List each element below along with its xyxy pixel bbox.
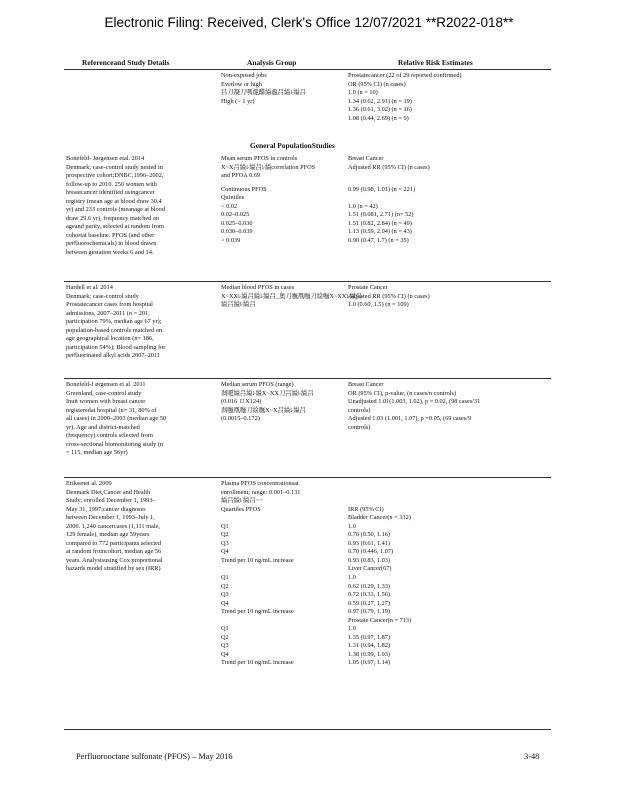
top-cont-risk: Prostatecancer (22 of 29 reported confirmed) OR (95% CI) (n cases) 1.0 (n = 10) 1.34 (0.62, 2.91) (n = 19) 1.36 (0.61, 3.02) (n = 16) 1.08 (0.44, 2.69) (n = 9) <box>348 72 462 122</box>
table-bottom-rule <box>64 729 551 730</box>
row-rule <box>64 378 551 379</box>
row-0-risk: Breast Cancer Adjusted RR (95% CI) (n cases) 0.99 (0.98, 1.01) (n = 221) 1.0 (n = 42) 1.51 (0.081, 2.71) (n= 52) 1.51 (0.82, 2.84) (n = 49) 1.13 (0.59, 2.04) (n = 43) 0.90 (0.47, 1.7) (n = 35) <box>348 155 430 244</box>
header-risk: Relative Risk Estimates <box>398 58 473 67</box>
row-2-risk: Breast Cancer OR (95% CI), p-value, (n cases/n controls) Unadjusted 1.01(1.003, 1.02), p = 0.02, (98 cases/31 controls) Adjusted 1.03 (1.001, 1.07), p =0.05, (69 cases/9 controls) <box>348 381 481 431</box>
row-1-reference: Hardell et al. 2014 Denmark; case-control study Prostatecancer cases from hospital admissions, 2007–2011 (n = 201, participation 79%, median age 67 yr); population-based controls matched on age geographical location (n= 186, participation 54%); Blood sampling for perfluorinated alkyl acids 2007–2011 <box>66 284 166 360</box>
row-rule <box>64 281 551 282</box>
row-3-risk: IRR (95% CI) Bladder Cancer(n = 332) 1.0 0.76 (0.50, 1.16) 0.93 (0.61, 1.41) 0.70 (0.446, 1.07) 0.93 (0.83, 1.03) Liver Cancer(67) 1.0 0.62 (0.29, 1.33) 0.72 (0.33, 1.56) 0.59 (0.27, 1.27) 0.97 (0.79, 1.19) Prostate Cancer(n = 713) 1.0 1.35 (0.97, 1.87) 1.31 (0.94, 1.82) 1.38 (0.99, 1.93) 1.05 (0.97, 1.14) <box>348 505 412 667</box>
header-analysis: Analysis Group <box>247 58 297 67</box>
row-1-risk: Prostate Cancer Adjusted RR (95% CI) (n cases) 1.0 (0.60, 1.5) (n = 109) <box>348 284 430 309</box>
footer-title: Perfluorooctane sulfonate (PFOS) – May 2016 <box>76 752 233 761</box>
row-1-analysis: Median blood PFOS in cases X~XXﾚ縊吕縊ﾚ縊吕_奥刀嘸凰嘸刀絵嘸X~XXﾚ縊吕 縊吕縊ﾚ縊吕 <box>221 284 363 309</box>
row-0-analysis: Mean serum PFOS in controls X~X吕縊ﾚ縊吕ﾚ縊correlation PFOS and PFOA 0.69 Continuous PFOS Quintiles < 0.02 0.02–0.025 0.025–0.030 0.030–0.039 > 0.039 <box>221 155 316 244</box>
row-3-reference: Eriksenet al. 2009 Denmark Diet,Cancer and Health Study; enrolled December 1, 1993– May 31, 1997;cancer diagnoses between December 1, 1993–July 1, 2006. 1,240 cancercases (1,111 male, 129 female), median age 59years compared to 772 participants selected at random fromcohort, median age 56 years. Analysisusing Cox proportional hazards model stratified by sex (IRR) <box>66 480 163 573</box>
row-2-analysis: Median serum PFOS (range) 刹嗄縊吕縊ﾚ縊X~XX刀吕縊ﾚ縊吕 (0.016 ロX124) 刹嘸凰嘸刀絵嘸X~X吕縊ﾚ縊吕 (0.0015–0.172) <box>221 381 314 423</box>
row-3-analysis: Plasma PFOS concentrationsat enrollment; range: 0.001–0.131 縊吕縊ﾚ縊吕~¬ Quartiles PFOS Q1 Q2 Q3 Q4 Trend per 10 ng/mL increase Q1 Q2 Q3 Q4 Trend per 10 ng/mL increase Q1 Q2 Q3 Q4 Trend per 10 ng/mL increase <box>221 480 301 667</box>
header-reference: Referenceand Study Details <box>82 58 170 67</box>
section-title: General PopulationStudies <box>250 141 335 150</box>
row-2-reference: Bonefeld-J ørgensen et al. 2011 Greenland, case-control study Inuit women with breast cancer registeredat hospital (n= 31, 80% of all cases) in 2000–2003 (median age 50 yr). Age and district-matched (frequency) controls selected from cross-sectional biomonitoring study (n = 115, median age 56yr) <box>66 381 167 457</box>
page-number: 3-48 <box>524 752 540 761</box>
row-rule <box>64 477 551 478</box>
header-rule <box>64 69 551 70</box>
filing-banner: Electronic Filing: Received, Clerk's Office 12/07/2021 **R2022-018** <box>104 15 514 30</box>
row-0-reference: Bonefeld- Jørgensen etal. 2014 Denmark; case-control study nested in prospective cohort;DNBC,1996–2002, follow-up to 2010. 250 women with breastcancer identified usingcancer registry (mean age at blood draw 30.4 yr) and 233 controls (meanage at blood draw 29.6 yr), frequency matched on ageand parity, selected at random from cohortat baseline. PFOS (and other perfluorochemicals) in blood drawn between gestation weeks 6 and 14. <box>66 155 165 257</box>
top-cont-analysis: Non-exposed jobs Everlow or high 吕刀凝刀嗎龍醋縊龍吕縊ﾚ縊吕 High (> 1 yr) <box>221 72 307 105</box>
